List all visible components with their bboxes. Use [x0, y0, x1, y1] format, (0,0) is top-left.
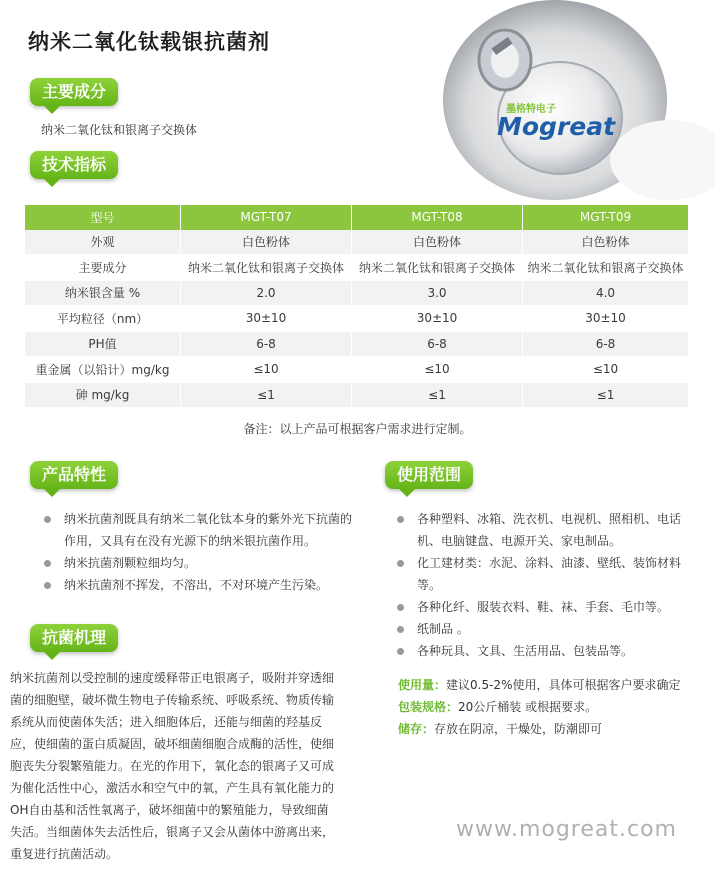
table-cell: 外观 [25, 230, 181, 255]
table-cell: 6-8 [352, 331, 523, 357]
bullet-icon [44, 582, 51, 589]
table-cell: 纳米二氧化钛和银离子交换体 [352, 255, 523, 281]
table-cell: 砷 mg/kg [25, 382, 181, 408]
main-ingredient-text: 纳米二氧化钛和银离子交换体 [41, 123, 198, 137]
spec-table [25, 205, 689, 408]
table-row [25, 255, 689, 281]
table-header-cell: MGT-T07 [181, 205, 352, 230]
bullet-icon [397, 516, 404, 523]
list-item: 各种玩具、文具、生活用品、包装品等。 [395, 640, 700, 662]
bullet-icon [397, 648, 404, 655]
mechanism-text: 纳米抗菌剂以受控制的速度缓释带正电银离子，吸附并穿透细菌的细胞壁，破坏微生物电子传输系统、呼吸系统、物质传输系统从而使菌体失活；进入细胞体后，还能与细菌的羟基反应，使细菌的蛋白质凝固，破坏细菌细胞合成酶的活性，使细胞丧失分裂繁殖能力。在光的作用下，氧化态的银离子又可成为催化活性中心，激活水和空气中的氧，产生具有氧化能力的OH自由基和活性氧离子，破坏细菌中的繁殖能力，导致细菌失活。当细菌体失去活性后，银离子又会从菌体中游离出来，重复进行抗菌活动。 [10, 671, 335, 861]
table-cell: 30±10 [181, 306, 352, 332]
table-cell: 平均粒径（nm） [25, 306, 181, 332]
section-main-ingredient: 主要成分 [30, 78, 118, 106]
list-item: 化工建材类：水泥、涂料、油漆、壁纸、装饰材料等。 [395, 552, 700, 596]
usage-storage: 储存：存放在阴凉，干燥处，防潮即可 [398, 722, 603, 736]
table-cell: 纳米二氧化钛和银离子交换体 [523, 255, 689, 281]
bullet-icon [44, 516, 51, 523]
section-mechanism: 抗菌机理 [30, 624, 118, 652]
brand-logo: Mogreat [497, 112, 616, 141]
table-cell: 白色粉体 [181, 230, 352, 255]
table-header-cell: MGT-T08 [352, 205, 523, 230]
section-features: 产品特性 [30, 461, 118, 489]
table-header-cell: 型号 [25, 205, 181, 230]
table-cell: 30±10 [523, 306, 689, 332]
section-applications: 使用范围 [385, 461, 473, 489]
table-cell: 3.0 [352, 280, 523, 306]
applications-list [395, 508, 700, 662]
table-cell: ≤10 [352, 357, 523, 383]
table-cell: 纳米银含量 % [25, 280, 181, 306]
list-item: 纳米抗菌剂既具有纳米二氧化钛本身的紫外光下抗菌的作用，又具有在没有光源下的纳米银抗菌作用。 [42, 508, 352, 552]
bullet-icon [397, 604, 404, 611]
table-cell: 纳米二氧化钛和银离子交换体 [181, 255, 352, 281]
usage-packaging: 包装规格：20公斤桶装 或根据要求。 [398, 700, 598, 714]
usage-amount: 使用量：建议0.5-2%使用，具体可根据客户要求确定 [398, 678, 681, 692]
table-row [25, 357, 689, 383]
table-cell: 2.0 [181, 280, 352, 306]
features-list [42, 508, 352, 596]
table-row [25, 331, 689, 357]
table-cell: ≤10 [181, 357, 352, 383]
section-tech-specs: 技术指标 [30, 151, 118, 179]
list-item: 各种化纤、服装衣料、鞋、袜、手套、毛巾等。 [395, 596, 700, 618]
table-cell: ≤1 [352, 382, 523, 408]
list-item: 纳米抗菌剂不挥发，不溶出，不对环境产生污染。 [42, 574, 352, 596]
list-item: 纳米抗菌剂颗粒细均匀。 [42, 552, 352, 574]
table-cell: 6-8 [523, 331, 689, 357]
website-url: www.mogreat.com [456, 817, 677, 842]
table-cell: PH值 [25, 331, 181, 357]
table-cell: 主要成分 [25, 255, 181, 281]
table-cell: ≤10 [523, 357, 689, 383]
list-item: 各种塑料、冰箱、洗衣机、电视机、照相机、电话机、电脑键盘、电源开关、家电制品。 [395, 508, 700, 552]
list-item: 纸制品 。 [395, 618, 700, 640]
table-cell: 4.0 [523, 280, 689, 306]
table-cell: ≤1 [181, 382, 352, 408]
table-cell: 30±10 [352, 306, 523, 332]
bullet-icon [397, 626, 404, 633]
table-row [25, 230, 689, 255]
product-photo [440, 0, 715, 205]
table-cell: 6-8 [181, 331, 352, 357]
table-cell: ≤1 [523, 382, 689, 408]
table-note: 备注：以上产品可根据客户需求进行定制。 [243, 422, 472, 436]
table-header-cell: MGT-T09 [523, 205, 689, 230]
table-cell: 重金属（以铅计）mg/kg [25, 357, 181, 383]
table-cell: 白色粉体 [523, 230, 689, 255]
table-cell: 白色粉体 [352, 230, 523, 255]
table-row [25, 306, 689, 332]
logo-chinese: 墨格特电子 [506, 104, 556, 115]
usage-block [398, 674, 708, 740]
table-header-row [25, 205, 689, 230]
bullet-icon [44, 560, 51, 567]
table-row [25, 280, 689, 306]
table-row [25, 382, 689, 408]
bullet-icon [397, 560, 404, 567]
page-title: 纳米二氧化钛载银抗菌剂 [28, 30, 270, 54]
